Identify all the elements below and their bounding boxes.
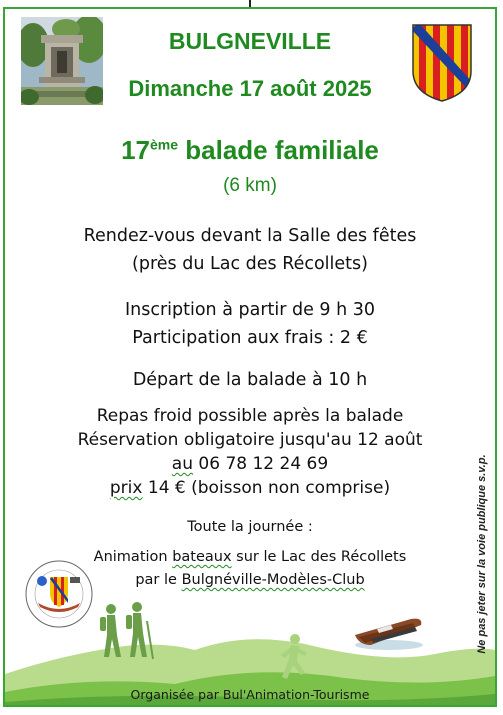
boat-animation-post: sur le Lac des Récollets [231,549,407,565]
title-rest: balade familiale [178,135,379,165]
reservation-info: Réservation obligatoire jusqu'au 12 août [77,430,423,450]
club-logo-icon [24,559,94,629]
participation-fee: Participation aux frais : 2 € [132,328,368,348]
registration-time: Inscription à partir de 9 h 30 [124,300,376,320]
event-distance: (6 km) [223,175,277,196]
phone-prefix: au [171,454,193,474]
town-name: BULGNEVILLE [168,28,332,54]
club-name: Bulgnéville-Modèles-Club [181,572,365,588]
poster-frame [3,7,497,707]
meal-info: Repas froid possible après la balade [96,406,404,426]
boat-animation-word: bateaux [172,549,232,565]
meal-price [5,478,495,498]
speedboat-icon [351,605,425,653]
meeting-place-detail: (près du Lac des Récollets) [132,254,368,274]
title-number: 17 [121,135,150,165]
boat-animation-pre: Animation [93,549,173,565]
hikers-icon [97,601,157,663]
runner-icon [275,633,311,685]
meeting-place: Rendez-vous devant la Salle des fêtes [83,226,417,246]
side-notice [473,429,491,679]
organizer-footer: Organisée par Bul'Animation-Tourisme [130,687,370,702]
all-day-label: Toute la journée : [187,519,313,535]
event-date: Dimanche 17 août 2025 [128,76,372,101]
club-credit-pre: par le [135,572,182,588]
event-title [5,135,495,166]
phone-number [5,454,495,474]
price-prefix: prix [109,478,143,498]
title-suffix: ème [150,136,179,153]
price-detail: 14 € (boisson non comprise) [142,478,391,498]
departure-time: Départ de la balade à 10 h [132,370,368,390]
phone-digits: 06 78 12 24 69 [193,454,329,474]
side-notice-text: Ne pas jeter sur la voie publique s.v.p. [476,454,488,654]
